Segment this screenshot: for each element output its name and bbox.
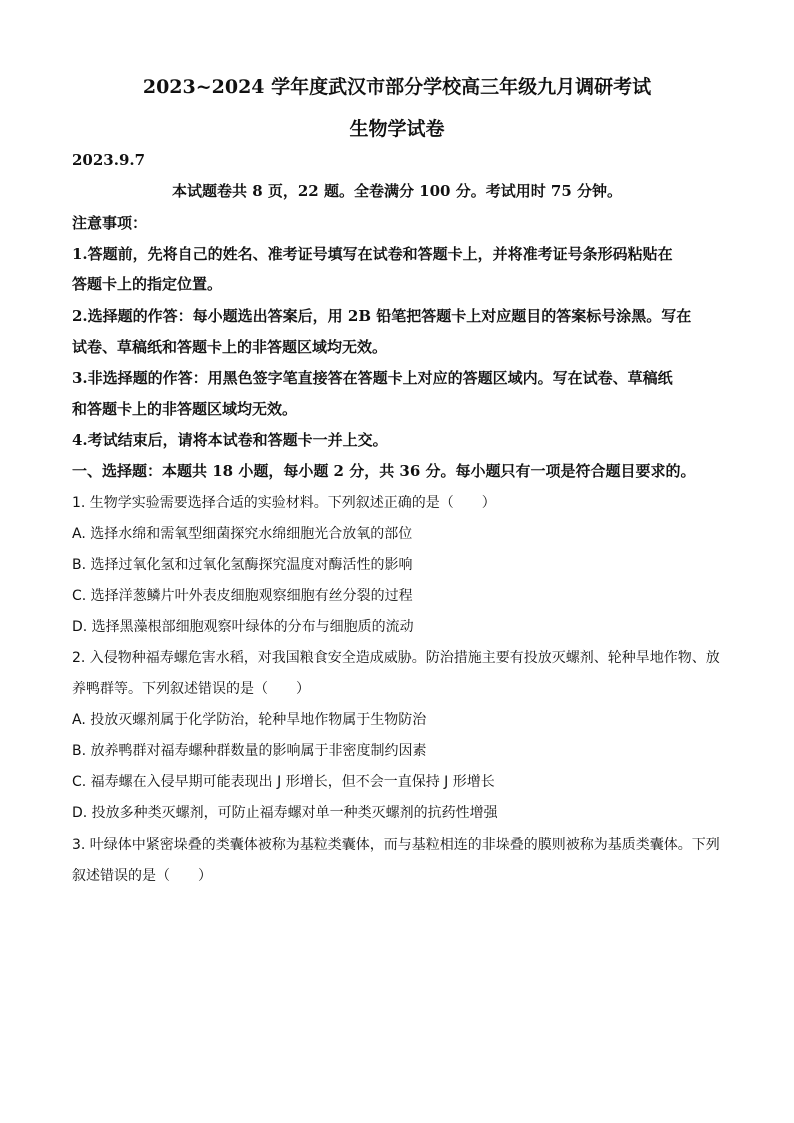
question-option: A. 选择水绵和需氧型细菌探究水绵细胞光合放氧的部位 bbox=[72, 526, 413, 542]
question-option: A. 投放灭螺剂属于化学防治，轮种旱地作物属于生物防治 bbox=[72, 712, 427, 728]
section-heading: 一、选择题：本题共 18 小题，每小题 2 分，共 36 分。每小题只有一项是符合题目要求的。 bbox=[72, 462, 696, 480]
notes-line: 答题卡上的指定位置。 bbox=[72, 275, 223, 293]
notes-line: 1.答题前，先将自己的姓名、准考证号填写在试卷和答题卡上，并将准考证号条形码粘贴在 bbox=[72, 245, 673, 263]
notes-line: 2.选择题的作答：每小题选出答案后，用 2B 铅笔把答题卡上对应题目的答案标号涂黑。写在 bbox=[72, 307, 692, 325]
exam-summary: 本试题卷共 8 页，22 题。全卷满分 100 分。考试用时 75 分钟。 bbox=[171, 182, 623, 200]
question-stem-2-cont: 养鸭群等。下列叙述错误的是（ ） bbox=[72, 681, 310, 697]
question-stem-2: 2. 入侵物种福寿螺危害水稻，对我国粮食安全造成威胁。防治措施主要有投放灭螺剂、轮种旱地作物、放 bbox=[72, 650, 720, 666]
question-option: D. 选择黑藻根部细胞观察叶绿体的分布与细胞质的流动 bbox=[72, 619, 414, 635]
question-option: B. 选择过氧化氢和过氧化氢酶探究温度对酶活性的影响 bbox=[72, 557, 413, 573]
question-option: B. 放养鸭群对福寿螺种群数量的影响属于非密度制约因素 bbox=[72, 743, 427, 759]
exam-title: 2023~2024 学年度武汉市部分学校高三年级九月调研考试 bbox=[142, 76, 652, 98]
question-option: C. 选择洋葱鳞片叶外表皮细胞观察细胞有丝分裂的过程 bbox=[72, 588, 413, 604]
question-option: D. 投放多种类灭螺剂，可防止福寿螺对单一种类灭螺剂的抗药性增强 bbox=[72, 805, 498, 821]
exam-date: 2023.9.7 bbox=[72, 151, 146, 169]
question-option: C. 福寿螺在入侵早期可能表现出 J 形增长，但不会一直保持 J 形增长 bbox=[72, 774, 495, 790]
notes-line: 3.非选择题的作答：用黑色签字笔直接答在答题卡上对应的答题区域内。写在试卷、草稿纸 bbox=[72, 369, 673, 387]
question-stem-1: 1. 生物学实验需要选择合适的实验材料。下列叙述正确的是（ ） bbox=[72, 495, 496, 511]
notes-heading: 注意事项： bbox=[72, 214, 148, 232]
notes-line: 试卷、草稿纸和答题卡上的非答题区域均无效。 bbox=[72, 338, 388, 356]
notes-line: 4.考试结束后，请将本试卷和答题卡一并上交。 bbox=[72, 431, 388, 449]
notes-line: 和答题卡上的非答题区域均无效。 bbox=[72, 400, 298, 418]
question-stem-3: 3. 叶绿体中紧密垛叠的类囊体被称为基粒类囊体，而与基粒相连的非垛叠的膜则被称为基质类囊体。下列 bbox=[72, 837, 720, 853]
exam-subtitle: 生物学试卷 bbox=[349, 118, 445, 140]
question-stem-3-cont: 叙述错误的是（ ） bbox=[72, 868, 212, 884]
